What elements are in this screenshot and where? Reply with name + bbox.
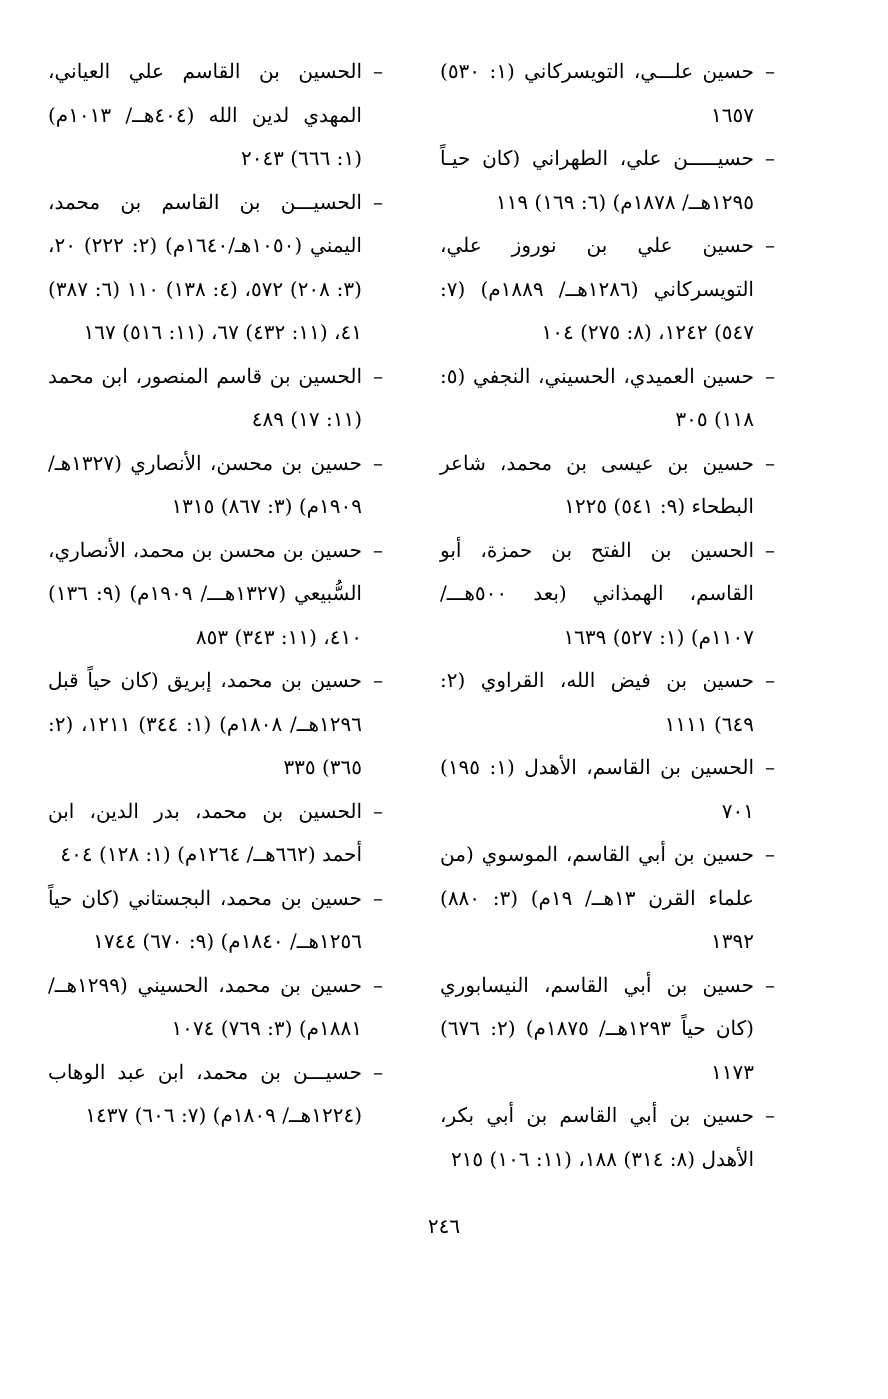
entry-dash: – [373, 668, 383, 692]
entry-dash: – [373, 59, 383, 83]
index-entry [48, 659, 388, 790]
page-number: ٢٤٦ [427, 1214, 461, 1238]
entry-text: الحسين بن القاسم، الأهدل (١: ١٩٥) ٧٠١ [440, 755, 754, 823]
index-entry [440, 659, 780, 746]
index-entry [440, 224, 780, 355]
entry-dash: – [765, 146, 775, 170]
entry-text: حسين بن محسن بن محمد، الأنصاري، السُّبيعي (١٣٢٧هـــ/ ١٩٠٩م) (٩: ١٣٦) ٤١٠، (١١: ٣٤٣) ٨٥٣ [48, 537, 362, 649]
entry-dash: – [373, 798, 383, 823]
index-entry [440, 1094, 780, 1181]
index-entry [440, 964, 780, 1095]
entry-text: حسين بن محسن، الأنصاري (١٣٢٧هـ/ ١٩٠٩م) (٣: ٨٦٧) ١٣١٥ [48, 450, 362, 518]
entry-dash: – [765, 59, 775, 83]
entry-dash: – [373, 1059, 383, 1084]
entry-dash: – [765, 450, 775, 475]
entry-text: الحسين بن القاسم علي العياني، المهدي لدين الله (٤٠٤هــ/ ١٠١٣م) (١: ٦٦٦) ٢٠٤٣ [48, 59, 362, 170]
index-entry [48, 50, 388, 181]
index-entry [48, 1051, 388, 1138]
entry-dash: – [373, 189, 383, 214]
entry-text: حسين بن فيض الله، القراوي (٢: ٦٤٩) ١١١١ [440, 668, 754, 736]
entry-text: حسين علـــي، التويسركاني (١: ٥٣٠) ١٦٥٧ [440, 59, 754, 127]
entry-dash: – [373, 363, 383, 388]
index-entry [440, 529, 780, 660]
index-entry [440, 833, 780, 964]
entry-dash: – [765, 1103, 775, 1127]
index-entry [48, 790, 388, 877]
entry-text: حسيـــــن علي، الطهراني (كان حيـاً ١٢٩٥هــ/ ١٨٧٨م) (٦: ١٦٩) ١١٩ [440, 146, 754, 214]
entry-text: حسين علي بن نوروز علي، التويسركاني (١٢٨٦هــ/ ١٨٨٩م) (٧: ٥٤٧) ١٢٤٢، (٨: ٢٧٥) ١٠٤ [440, 233, 754, 344]
index-entry [48, 442, 388, 529]
entry-text: الحسيـــن بن القاسم بن محمد، اليمني (١٠٥٠هـ/١٦٤٠م) (٢: ٢٢٢) ٢٠، (٣: ٢٠٨) ٥٧٢، (٤: ١٣٨) ١١٠ (٦: ٣٨٧) ٤١، (١١: ٤٣٢) ٦٧، (١١: ٥١٦) ١٦٧ [48, 189, 362, 344]
entry-text: الحسين بن محمد، بدر الدين، ابن أحمد (٦٦٢هــ/ ١٢٦٤م) (١: ١٢٨) ٤٠٤ [48, 798, 362, 866]
index-entry [440, 355, 780, 442]
entry-text: حسين بن أبي القاسم بن أبي بكر، الأهدل (٨: ٣١٤) ١٨٨، (١١: ١٠٦) ٢١٥ [440, 1103, 754, 1171]
index-entry [48, 529, 388, 660]
entry-dash: – [765, 537, 775, 562]
index-entry [48, 964, 388, 1051]
index-entry [440, 50, 780, 137]
entry-text: حسيـــن بن محمد، ابن عبد الوهاب (١٢٢٤هــ/ ١٨٠٩م) (٧: ٦٠٦) ١٤٣٧ [48, 1059, 362, 1127]
entry-text: حسين بن أبي القاسم، النيسابوري (كان حياً ١٢٩٣هــ/ ١٨٧٥م) (٢: ٦٧٦) ١١٧٣ [440, 972, 754, 1084]
entry-dash: – [765, 363, 775, 388]
entry-text: الحسين بن الفتح بن حمزة، أبو القاسم، الهمذاني (بعد ٥٠٠هـــ/ ١١٠٧م) (١: ٥٢٧) ١٦٣٩ [440, 537, 754, 649]
left-column [48, 50, 388, 1138]
index-entry [440, 746, 780, 833]
entry-dash: – [373, 537, 383, 562]
entry-dash: – [373, 972, 383, 997]
entry-text: حسين بن أبي القاسم، الموسوي (من علماء القرن ١٣هــ/ ١٩م) (٣: ٨٨٠) ١٣٩٢ [440, 842, 754, 953]
index-entry [48, 181, 388, 355]
entry-dash: – [765, 668, 775, 692]
index-entry [440, 137, 780, 224]
entry-text: حسين بن عيسى بن محمد، شاعر البطحاء (٩: ٥٤١) ١٢٢٥ [440, 450, 754, 518]
index-entry [48, 355, 388, 442]
entry-dash: – [765, 842, 775, 866]
entry-dash: – [373, 450, 383, 475]
entry-text: حسين بن محمد، إبريق (كان حياً قبل ١٢٩٦هــ/ ١٨٠٨م) (١: ٣٤٤) ١٢١١، (٢: ٣٦٥) ٣٣٥ [48, 668, 362, 779]
entry-text: حسين العميدي، الحسيني، النجفي (٥: ١١٨) ٣٠٥ [440, 363, 754, 431]
entry-text: الحسين بن قاسم المنصور، ابن محمد (١١: ١٧) ٤٨٩ [48, 363, 362, 431]
entry-dash: – [765, 755, 775, 779]
entry-dash: – [765, 233, 775, 257]
right-column [440, 50, 780, 1181]
index-entry [48, 877, 388, 964]
entry-dash: – [765, 972, 775, 997]
entry-text: حسين بن محمد، البجستاني (كان حياً ١٢٥٦هــ/ ١٨٤٠م) (٩: ٦٧٠) ١٧٤٤ [48, 885, 362, 953]
entry-dash: – [373, 885, 383, 910]
index-entry [440, 442, 780, 529]
entry-text: حسين بن محمد، الحسيني (١٢٩٩هــ/ ١٨٨١م) (٣: ٧٦٩) ١٠٧٤ [48, 972, 362, 1040]
